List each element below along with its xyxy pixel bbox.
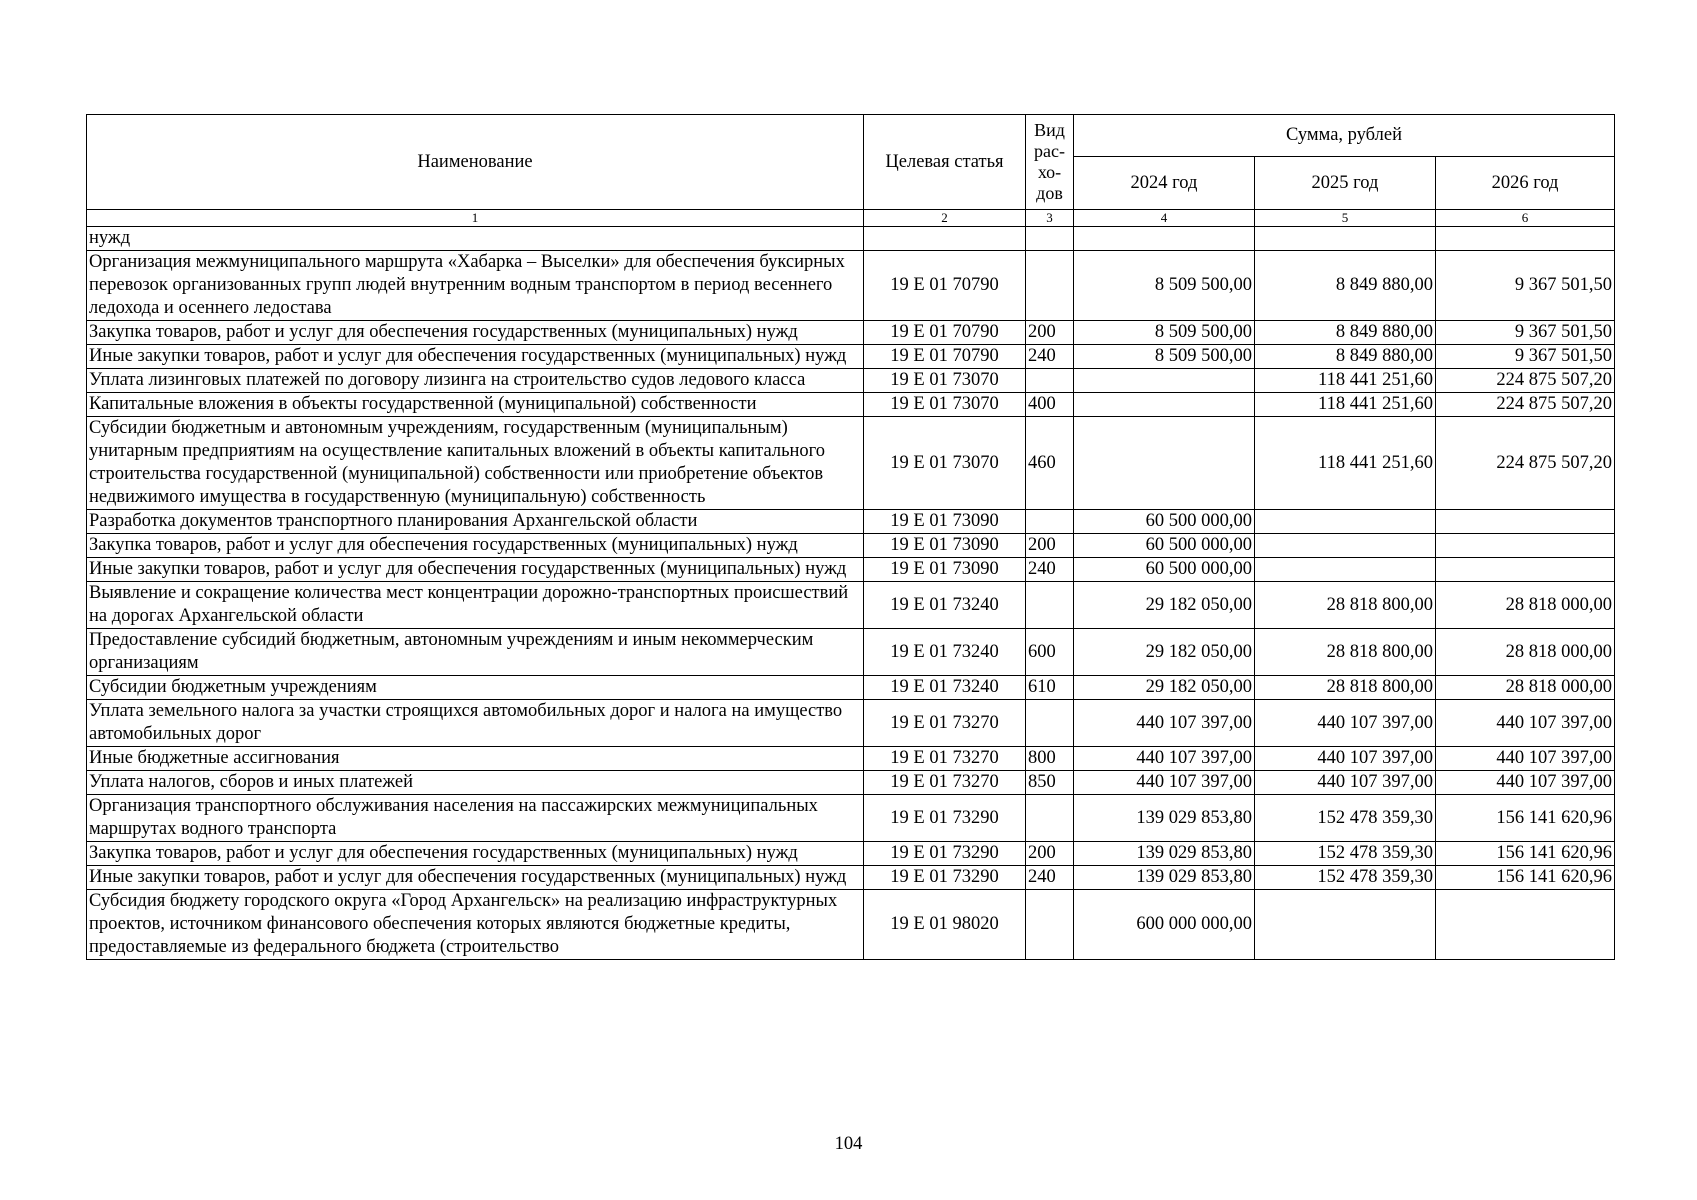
row-name-cell: нужд — [87, 227, 864, 251]
row-name-cell: Закупка товаров, работ и услуг для обеспечения государственных (муниципальных) нужд — [87, 321, 864, 345]
row-amount-2026-cell — [1436, 510, 1615, 534]
row-amount-2026-cell: 224 875 507,20 — [1436, 417, 1615, 510]
table-row — [87, 890, 1615, 960]
table-row — [87, 393, 1615, 417]
row-name-cell: Закупка товаров, работ и услуг для обеспечения государственных (муниципальных) нужд — [87, 842, 864, 866]
row-amount-2026-cell — [1436, 890, 1615, 960]
row-expense-kind-cell: 200 — [1026, 321, 1074, 345]
row-expense-kind-cell — [1026, 227, 1074, 251]
row-target-item-cell: 19 Е 01 73290 — [864, 866, 1026, 890]
row-amount-2026-cell — [1436, 534, 1615, 558]
column-numbers-row — [87, 210, 1615, 227]
row-amount-2025-cell: 118 441 251,60 — [1255, 417, 1436, 510]
row-amount-2026-cell: 9 367 501,50 — [1436, 321, 1615, 345]
row-amount-2024-cell: 139 029 853,80 — [1074, 795, 1255, 842]
row-amount-2024-cell: 60 500 000,00 — [1074, 534, 1255, 558]
row-amount-2026-cell: 440 107 397,00 — [1436, 771, 1615, 795]
row-amount-2024-cell: 8 509 500,00 — [1074, 345, 1255, 369]
row-amount-2026-cell: 224 875 507,20 — [1436, 369, 1615, 393]
table-row — [87, 842, 1615, 866]
row-amount-2026-cell: 9 367 501,50 — [1436, 345, 1615, 369]
row-expense-kind-cell — [1026, 582, 1074, 629]
table-row — [87, 321, 1615, 345]
budget-table — [86, 114, 1615, 960]
table-header — [87, 115, 1615, 227]
table-row — [87, 345, 1615, 369]
row-amount-2025-cell — [1255, 558, 1436, 582]
row-amount-2025-cell — [1255, 510, 1436, 534]
row-name-cell: Субсидия бюджету городского округа «Город Архангельск» на реализацию инфраструктурных проектов, источником финансового обеспечения которых являются бюджетные кредиты, предоставляемые из федерального бюджета (строительство — [87, 890, 864, 960]
row-expense-kind-cell: 200 — [1026, 842, 1074, 866]
row-amount-2025-cell: 152 478 359,30 — [1255, 842, 1436, 866]
row-name-cell: Уплата налогов, сборов и иных платежей — [87, 771, 864, 795]
table-row — [87, 771, 1615, 795]
row-amount-2025-cell: 28 818 800,00 — [1255, 629, 1436, 676]
row-expense-kind-cell — [1026, 369, 1074, 393]
row-amount-2026-cell: 28 818 000,00 — [1436, 629, 1615, 676]
row-target-item-cell: 19 Е 01 70790 — [864, 345, 1026, 369]
header-expense-kind: Вид рас- хо- дов — [1026, 115, 1074, 210]
row-target-item-cell: 19 Е 01 70790 — [864, 251, 1026, 321]
table-row — [87, 534, 1615, 558]
column-number: 1 — [87, 210, 864, 227]
table-row — [87, 417, 1615, 510]
row-amount-2024-cell: 60 500 000,00 — [1074, 510, 1255, 534]
row-expense-kind-cell: 240 — [1026, 558, 1074, 582]
row-amount-2025-cell: 28 818 800,00 — [1255, 582, 1436, 629]
row-expense-kind-cell — [1026, 700, 1074, 747]
table-row — [87, 227, 1615, 251]
row-target-item-cell: 19 Е 01 70790 — [864, 321, 1026, 345]
row-amount-2025-cell: 440 107 397,00 — [1255, 771, 1436, 795]
table-row — [87, 582, 1615, 629]
table-row — [87, 510, 1615, 534]
row-amount-2025-cell: 28 818 800,00 — [1255, 676, 1436, 700]
row-name-cell: Организация межмуниципального маршрута «Хабарка – Выселки» для обеспечения буксирных перевозок организованных групп людей внутренним водным транспортом в период весеннего ледохода и осеннего ледостава — [87, 251, 864, 321]
row-amount-2026-cell — [1436, 227, 1615, 251]
row-expense-kind-cell: 460 — [1026, 417, 1074, 510]
table-row — [87, 369, 1615, 393]
row-name-cell: Иные закупки товаров, работ и услуг для обеспечения государственных (муниципальных) нужд — [87, 345, 864, 369]
row-target-item-cell: 19 Е 01 73290 — [864, 842, 1026, 866]
row-amount-2024-cell — [1074, 227, 1255, 251]
row-amount-2024-cell: 29 182 050,00 — [1074, 629, 1255, 676]
row-amount-2026-cell — [1436, 558, 1615, 582]
row-amount-2026-cell: 224 875 507,20 — [1436, 393, 1615, 417]
row-amount-2026-cell: 440 107 397,00 — [1436, 700, 1615, 747]
row-amount-2026-cell: 440 107 397,00 — [1436, 747, 1615, 771]
row-amount-2024-cell: 29 182 050,00 — [1074, 582, 1255, 629]
row-amount-2025-cell — [1255, 227, 1436, 251]
row-target-item-cell: 19 Е 01 98020 — [864, 890, 1026, 960]
column-number: 6 — [1436, 210, 1615, 227]
row-name-cell: Закупка товаров, работ и услуг для обеспечения государственных (муниципальных) нужд — [87, 534, 864, 558]
row-name-cell: Субсидии бюджетным и автономным учреждениям, государственным (муниципальным) унитарным предприятиям на осуществление капитальных вложений в объекты капитального строительства государственной (муниципальной) собственности или приобретение объектов недвижимого имущества в государственную (муниципальную) собственность — [87, 417, 864, 510]
row-expense-kind-cell: 240 — [1026, 345, 1074, 369]
row-amount-2025-cell — [1255, 890, 1436, 960]
header-sum-group: Сумма, рублей — [1074, 115, 1615, 157]
row-name-cell: Иные бюджетные ассигнования — [87, 747, 864, 771]
row-amount-2024-cell: 440 107 397,00 — [1074, 700, 1255, 747]
row-amount-2026-cell: 156 141 620,96 — [1436, 866, 1615, 890]
table-row — [87, 747, 1615, 771]
row-amount-2024-cell — [1074, 417, 1255, 510]
row-target-item-cell: 19 Е 01 73270 — [864, 771, 1026, 795]
row-amount-2024-cell — [1074, 393, 1255, 417]
row-expense-kind-cell: 200 — [1026, 534, 1074, 558]
row-amount-2024-cell — [1074, 369, 1255, 393]
row-name-cell: Уплата земельного налога за участки строящихся автомобильных дорог и налога на имущество автомобильных дорог — [87, 700, 864, 747]
row-name-cell: Выявление и сокращение количества мест концентрации дорожно-транспортных происшествий на дорогах Архангельской области — [87, 582, 864, 629]
column-number: 3 — [1026, 210, 1074, 227]
row-target-item-cell: 19 Е 01 73070 — [864, 393, 1026, 417]
row-name-cell: Капитальные вложения в объекты государственной (муниципальной) собственности — [87, 393, 864, 417]
row-expense-kind-cell: 240 — [1026, 866, 1074, 890]
row-target-item-cell: 19 Е 01 73240 — [864, 582, 1026, 629]
row-amount-2024-cell: 8 509 500,00 — [1074, 321, 1255, 345]
row-amount-2025-cell — [1255, 534, 1436, 558]
row-amount-2025-cell: 152 478 359,30 — [1255, 866, 1436, 890]
row-target-item-cell: 19 Е 01 73240 — [864, 676, 1026, 700]
table-row — [87, 251, 1615, 321]
row-target-item-cell: 19 Е 01 73070 — [864, 369, 1026, 393]
page-number: 104 — [834, 1134, 863, 1154]
row-expense-kind-cell — [1026, 795, 1074, 842]
row-amount-2024-cell: 600 000 000,00 — [1074, 890, 1255, 960]
row-target-item-cell: 19 Е 01 73240 — [864, 629, 1026, 676]
row-name-cell: Предоставление субсидий бюджетным, автономным учреждениям и иным некоммерческим организациям — [87, 629, 864, 676]
row-name-cell: Уплата лизинговых платежей по договору лизинга на строительство судов ледового класса — [87, 369, 864, 393]
column-number: 5 — [1255, 210, 1436, 227]
row-target-item-cell: 19 Е 01 73090 — [864, 558, 1026, 582]
table-row — [87, 700, 1615, 747]
table-row — [87, 558, 1615, 582]
column-number: 4 — [1074, 210, 1255, 227]
row-expense-kind-cell: 610 — [1026, 676, 1074, 700]
row-amount-2025-cell: 440 107 397,00 — [1255, 747, 1436, 771]
table-body — [87, 227, 1615, 960]
row-expense-kind-cell: 800 — [1026, 747, 1074, 771]
row-amount-2024-cell: 139 029 853,80 — [1074, 866, 1255, 890]
row-amount-2024-cell: 8 509 500,00 — [1074, 251, 1255, 321]
table-row — [87, 795, 1615, 842]
table-row — [87, 676, 1615, 700]
header-target-item: Целевая статья — [864, 115, 1026, 210]
row-target-item-cell: 19 Е 01 73070 — [864, 417, 1026, 510]
row-target-item-cell: 19 Е 01 73290 — [864, 795, 1026, 842]
row-amount-2025-cell: 8 849 880,00 — [1255, 251, 1436, 321]
header-year-2025: 2025 год — [1255, 157, 1436, 210]
row-amount-2024-cell: 60 500 000,00 — [1074, 558, 1255, 582]
row-amount-2024-cell: 139 029 853,80 — [1074, 842, 1255, 866]
row-amount-2025-cell: 118 441 251,60 — [1255, 369, 1436, 393]
header-name: Наименование — [87, 115, 864, 210]
row-target-item-cell: 19 Е 01 73090 — [864, 534, 1026, 558]
header-year-2026: 2026 год — [1436, 157, 1615, 210]
row-expense-kind-cell: 400 — [1026, 393, 1074, 417]
row-amount-2026-cell: 28 818 000,00 — [1436, 676, 1615, 700]
column-number: 2 — [864, 210, 1026, 227]
row-amount-2026-cell: 9 367 501,50 — [1436, 251, 1615, 321]
row-amount-2024-cell: 440 107 397,00 — [1074, 771, 1255, 795]
row-expense-kind-cell — [1026, 890, 1074, 960]
row-expense-kind-cell: 850 — [1026, 771, 1074, 795]
row-target-item-cell: 19 Е 01 73090 — [864, 510, 1026, 534]
row-amount-2025-cell: 118 441 251,60 — [1255, 393, 1436, 417]
row-target-item-cell: 19 Е 01 73270 — [864, 700, 1026, 747]
row-amount-2026-cell: 156 141 620,96 — [1436, 842, 1615, 866]
row-amount-2025-cell: 8 849 880,00 — [1255, 321, 1436, 345]
row-name-cell: Субсидии бюджетным учреждениям — [87, 676, 864, 700]
row-amount-2024-cell: 29 182 050,00 — [1074, 676, 1255, 700]
row-amount-2025-cell: 8 849 880,00 — [1255, 345, 1436, 369]
table-row — [87, 629, 1615, 676]
row-amount-2026-cell: 156 141 620,96 — [1436, 795, 1615, 842]
row-amount-2026-cell: 28 818 000,00 — [1436, 582, 1615, 629]
row-name-cell: Иные закупки товаров, работ и услуг для обеспечения государственных (муниципальных) нужд — [87, 558, 864, 582]
row-expense-kind-cell: 600 — [1026, 629, 1074, 676]
header-year-2024: 2024 год — [1074, 157, 1255, 210]
row-amount-2025-cell: 440 107 397,00 — [1255, 700, 1436, 747]
row-expense-kind-cell — [1026, 251, 1074, 321]
row-name-cell: Разработка документов транспортного планирования Архангельской области — [87, 510, 864, 534]
row-name-cell: Иные закупки товаров, работ и услуг для обеспечения государственных (муниципальных) нужд — [87, 866, 864, 890]
row-name-cell: Организация транспортного обслуживания населения на пассажирских межмуниципальных маршрутах водного транспорта — [87, 795, 864, 842]
row-amount-2025-cell: 152 478 359,30 — [1255, 795, 1436, 842]
row-target-item-cell: 19 Е 01 73270 — [864, 747, 1026, 771]
row-expense-kind-cell — [1026, 510, 1074, 534]
row-amount-2024-cell: 440 107 397,00 — [1074, 747, 1255, 771]
row-target-item-cell — [864, 227, 1026, 251]
table-row — [87, 866, 1615, 890]
